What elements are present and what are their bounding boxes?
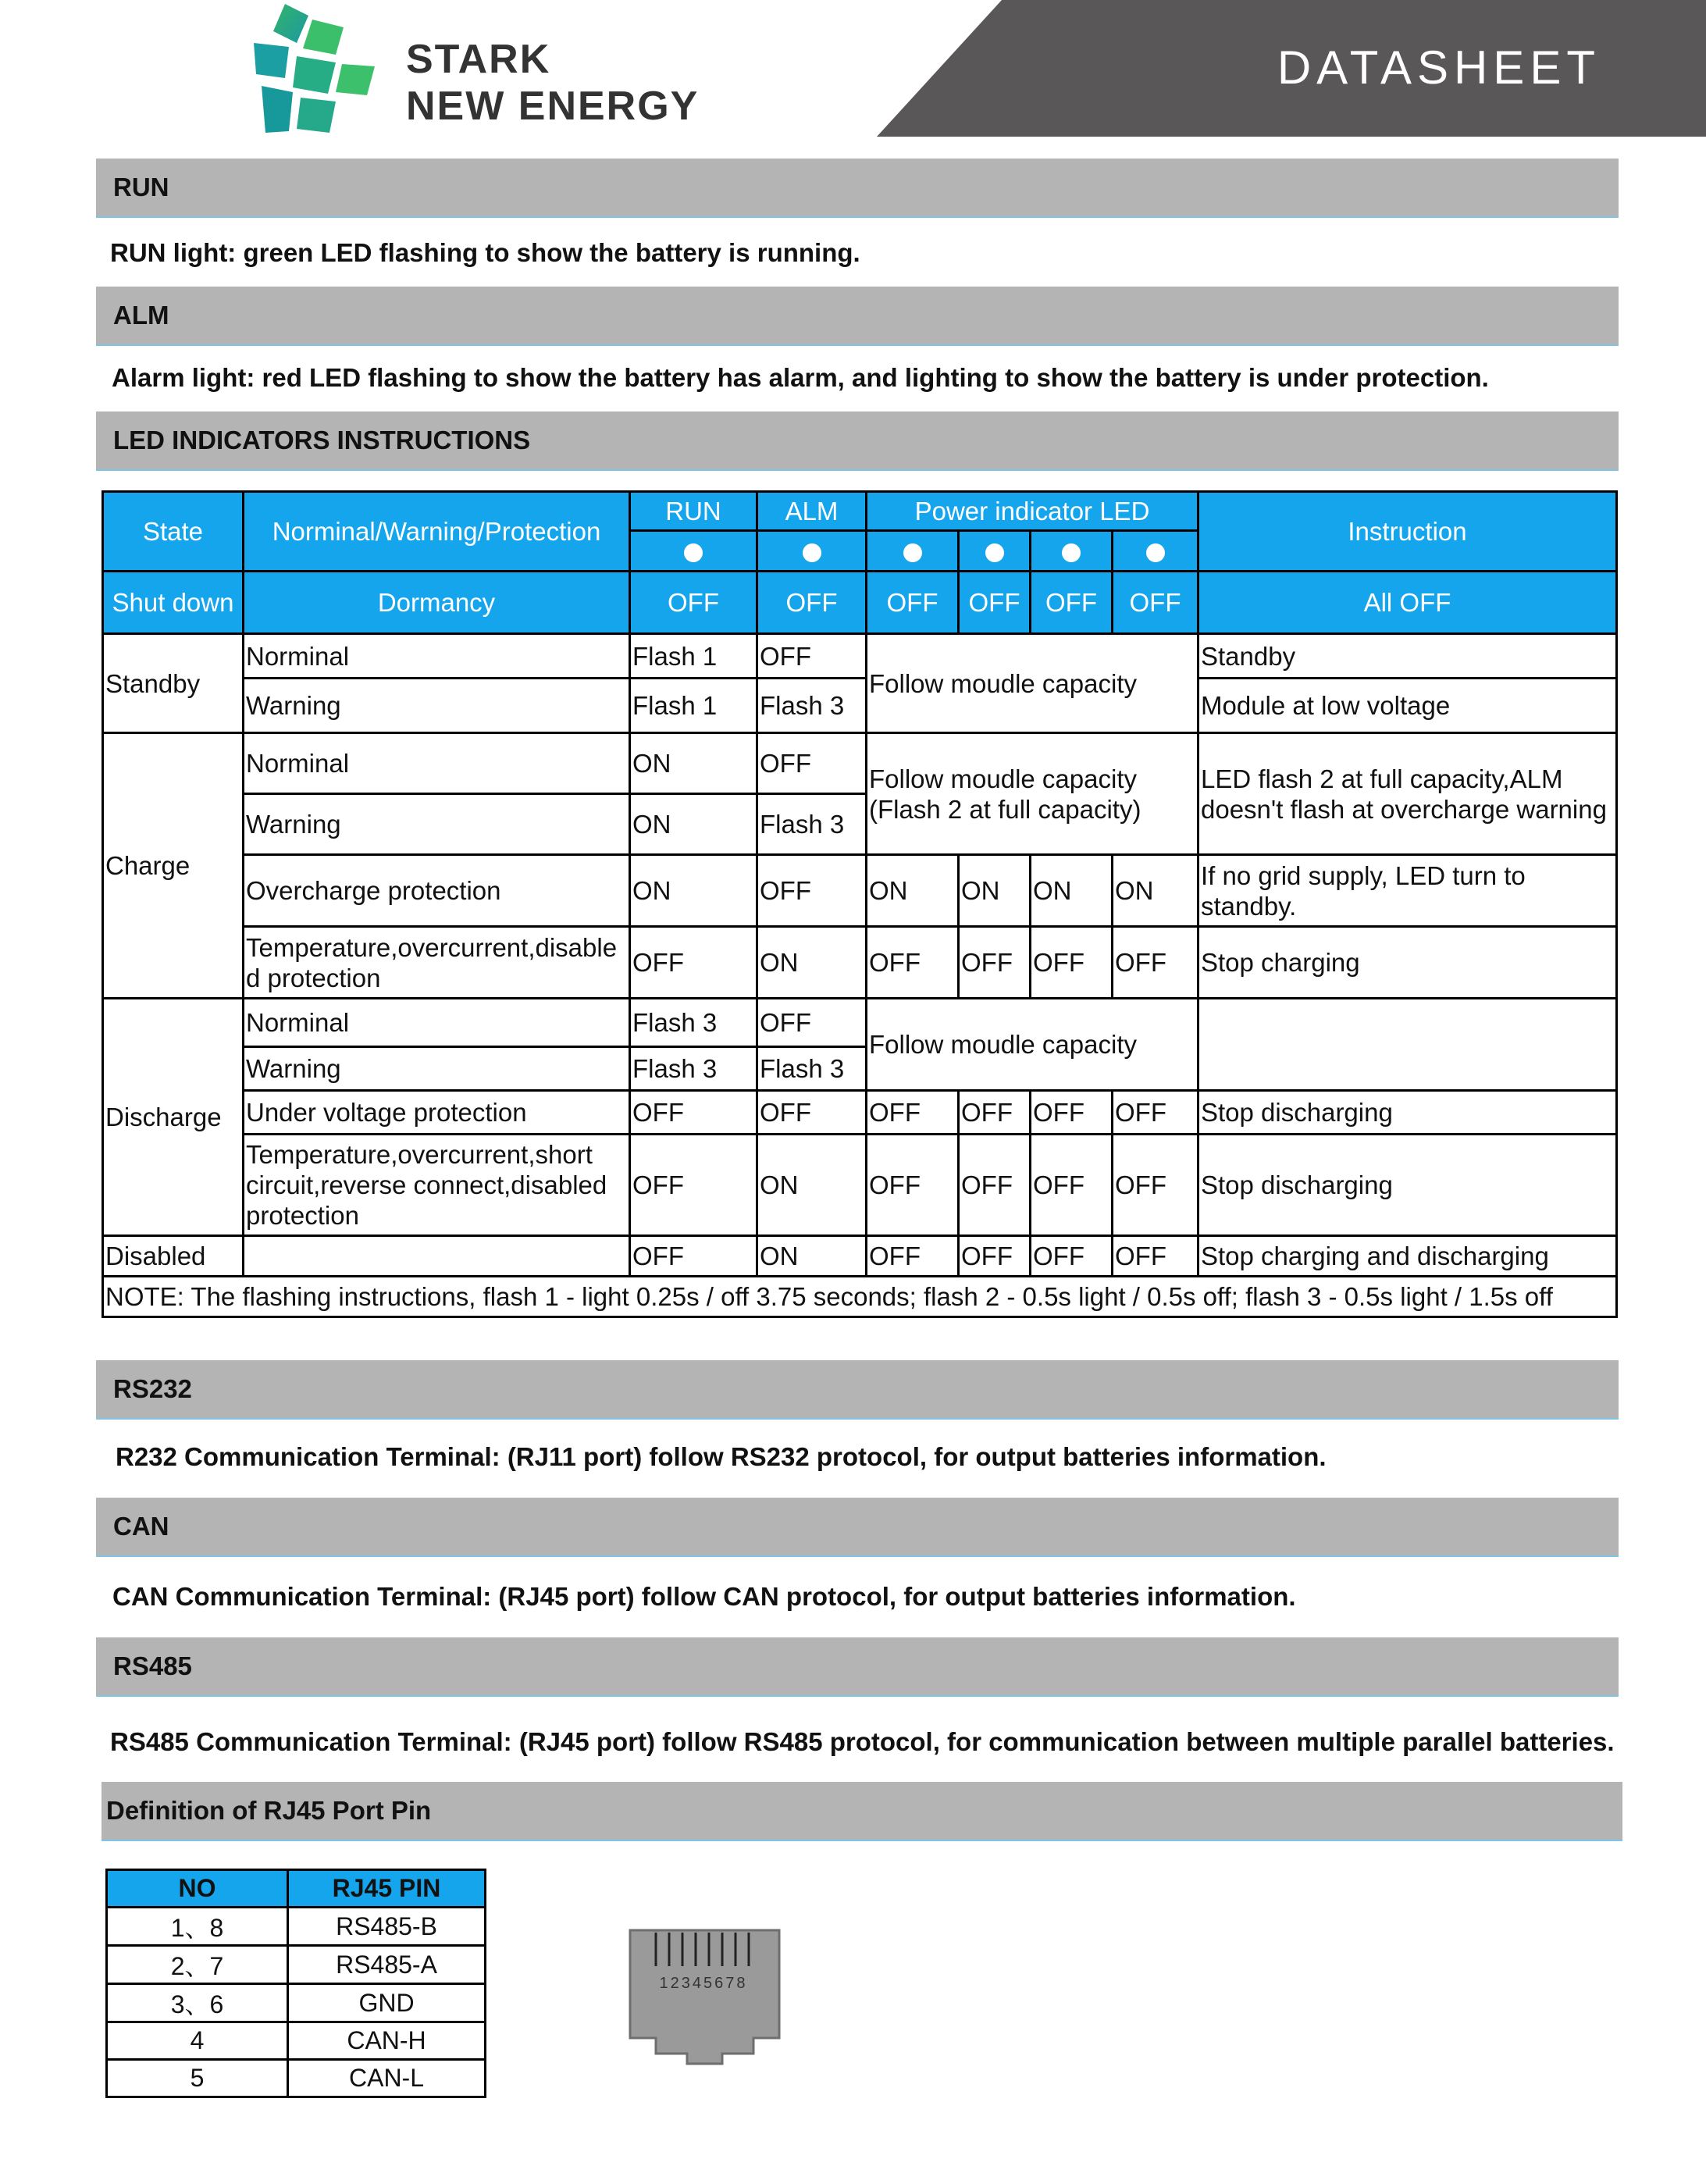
led-dot-icon <box>1146 543 1165 562</box>
header-power: Power indicator LED <box>867 492 1198 531</box>
alm-description: Alarm light: red LED flashing to show the battery has alarm, and lighting to show the battery is under protection. <box>112 363 1489 392</box>
section-bar-can <box>96 1498 1619 1557</box>
section-bar-run <box>96 159 1619 218</box>
section-title: Definition of RJ45 Port Pin <box>106 1796 432 1825</box>
rs485-description: RS485 Communication Terminal: (RJ45 port) follow RS485 protocol, for communication between multiple parallel batteries. <box>110 1727 1615 1756</box>
table-row: 1、8 RS485-B <box>107 1908 486 1946</box>
led-dot-icon <box>1062 543 1081 562</box>
table-note-row <box>103 1277 1617 1317</box>
section-title: LED INDICATORS INSTRUCTIONS <box>113 426 531 454</box>
flash-note: NOTE: The flashing instructions, flash 1 - light 0.25s / off 3.75 seconds; flash 2 - 0.5s light / 0.5s off; flash 3 - 0.5s light / 1.5s off <box>103 1277 1617 1317</box>
company-logo <box>250 0 703 141</box>
pin-number-labels: 12345678 <box>659 1975 748 1992</box>
led-dot-icon <box>903 543 922 562</box>
datasheet-title: DATASHEET <box>1277 41 1601 94</box>
rs232-description: R232 Communication Terminal: (RJ11 port) follow RS232 protocol, for output batteries information. <box>116 1442 1327 1471</box>
header-state: State <box>103 492 244 572</box>
section-bar-rs485 <box>96 1637 1619 1697</box>
table-row: Warning Flash 3 Flash 3 <box>103 1047 1617 1091</box>
table-row: 2、7 RS485-A <box>107 1946 486 1984</box>
table-row: Under voltage protection OFF OFF OFF OFF OFF OFF Stop discharging <box>103 1091 1617 1135</box>
brand-name-line1: STARK <box>406 37 551 82</box>
section-bar-rs232 <box>96 1360 1619 1420</box>
run-description: RUN light: green LED flashing to show the battery is running. <box>110 238 860 267</box>
header-alm: ALM <box>757 492 867 531</box>
rj45-pin-table <box>105 1869 486 2098</box>
table-row: Discharge Norminal Flash 3 OFF Follow moudle capacity <box>103 999 1617 1047</box>
table-row-shutdown: Shut down Dormancy OFF OFF OFF OFF OFF OFF All OFF <box>103 572 1617 634</box>
table-row: Standby Norminal Flash 1 OFF Follow moudle capacity Standby <box>103 634 1617 679</box>
led-dot-icon <box>985 543 1004 562</box>
section-bar-alm <box>96 287 1619 346</box>
table-row: 4 CAN-H <box>107 2022 486 2060</box>
table-row: 5 CAN-L <box>107 2060 486 2097</box>
section-title: ALM <box>113 301 169 330</box>
table-row: Warning Flash 1 Flash 3 Module at low voltage <box>103 679 1617 733</box>
table-row: Temperature,overcurrent,disable d protection OFF ON OFF OFF OFF OFF Stop charging <box>103 927 1617 999</box>
section-title: RS232 <box>113 1374 192 1403</box>
can-description: CAN Communication Terminal: (RJ45 port) follow CAN protocol, for output batteries information. <box>112 1582 1296 1611</box>
section-title: RS485 <box>113 1651 192 1680</box>
leaf-logo-icon <box>250 0 406 141</box>
header-run: RUN <box>630 492 757 531</box>
led-dot-icon <box>684 543 703 562</box>
header-mode: Norminal/Warning/Protection <box>244 492 630 572</box>
section-title: CAN <box>113 1512 169 1541</box>
section-title: RUN <box>113 173 169 201</box>
table-row: Overcharge protection ON OFF ON ON ON ON If no grid supply, LED turn to standby. <box>103 855 1617 927</box>
header-instruction: Instruction <box>1198 492 1617 572</box>
led-indicator-table <box>102 490 1618 1318</box>
section-bar-rj45 <box>102 1782 1622 1841</box>
table-row: Charge Norminal ON OFF Follow moudle capacity (Flash 2 at full capacity) LED flash 2 at full capacity,ALM doesn't flash at overcharge warning <box>103 733 1617 794</box>
table-header-row <box>103 492 1617 531</box>
brand-name-line2: NEW ENERGY <box>406 84 700 129</box>
table-header-row: NO RJ45 PIN <box>107 1870 486 1908</box>
led-dot-icon <box>803 543 821 562</box>
rj45-connector-diagram <box>629 1929 781 2065</box>
section-bar-led <box>96 412 1619 471</box>
table-row: Disabled OFF ON OFF OFF OFF OFF Stop charging and discharging <box>103 1236 1617 1277</box>
table-row: Temperature,overcurrent,short circuit,reverse connect,disabled protection OFF ON OFF OFF OFF OFF Stop discharging <box>103 1135 1617 1236</box>
table-row: 3、6 GND <box>107 1984 486 2022</box>
table-row: Warning ON Flash 3 <box>103 794 1617 855</box>
